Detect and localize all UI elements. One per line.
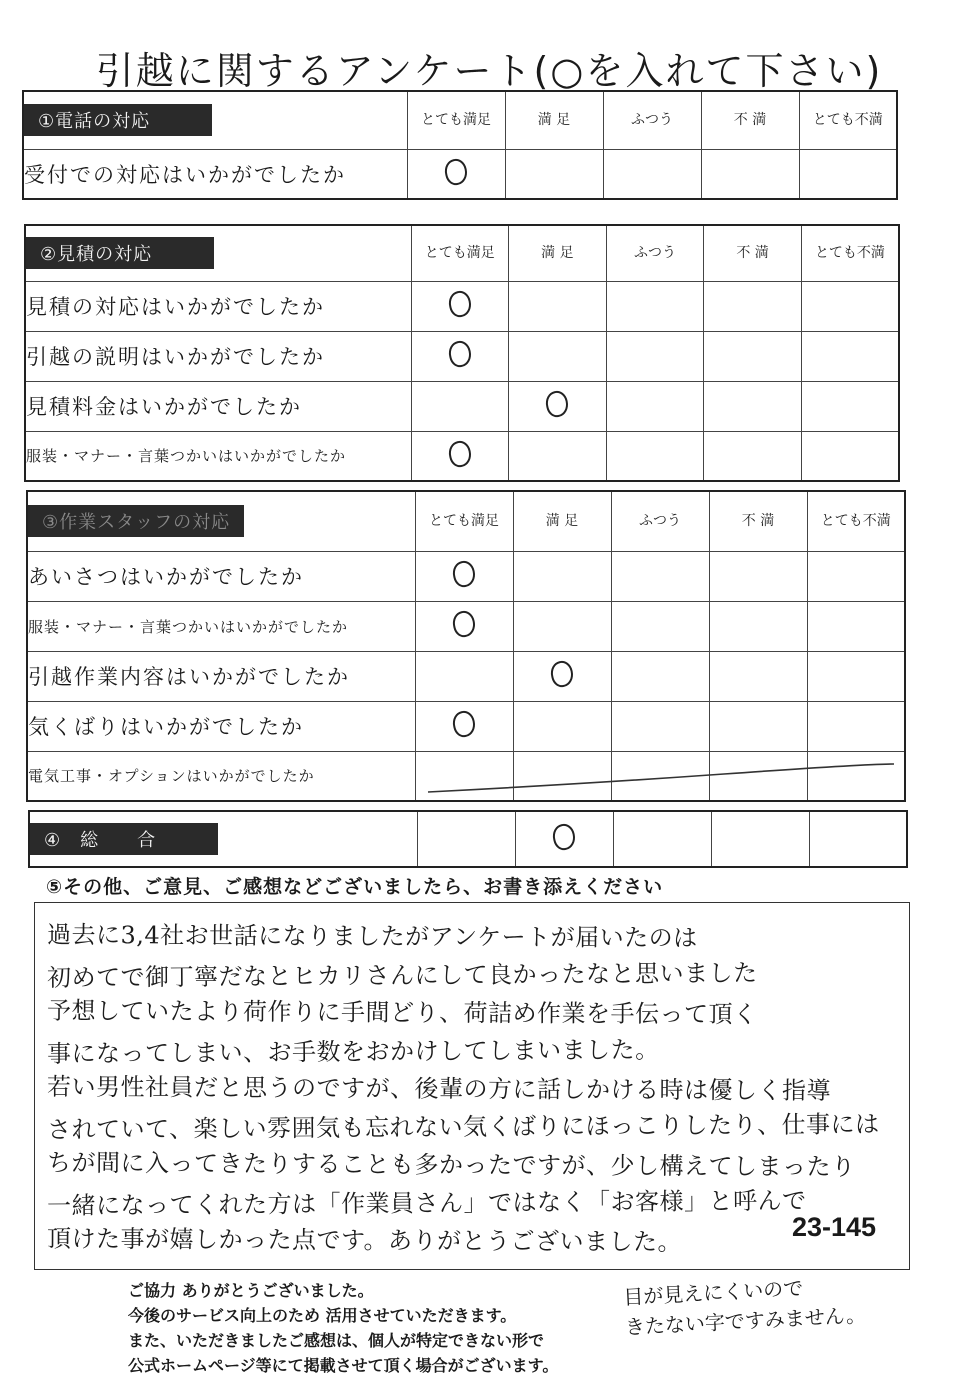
circle-mark-icon — [549, 659, 576, 689]
rating-cell[interactable] — [611, 751, 709, 801]
question-row — [27, 751, 905, 801]
question-label: 服装・マナー・言葉つかいはいかがでしたか — [25, 431, 411, 481]
question-row — [27, 601, 905, 651]
rating-cell[interactable] — [415, 651, 513, 701]
rating-header: ふつう — [603, 91, 701, 149]
rating-cell[interactable] — [613, 811, 711, 867]
rating-cell[interactable] — [801, 381, 899, 431]
question-label: 服装・マナー・言葉つかいはいかがでしたか — [27, 601, 415, 651]
comment-line: 予想していたより荷作りに手間どり、荷詰め作業を手伝って頂く — [46, 996, 758, 1029]
rating-cell[interactable] — [807, 651, 905, 701]
question-label: 見積料金はいかがでしたか — [25, 381, 411, 431]
rating-cell[interactable] — [606, 431, 704, 481]
footer-thanks — [128, 1278, 558, 1378]
rating-cell[interactable] — [415, 701, 513, 751]
rating-header: とても満足 — [415, 491, 513, 551]
rating-cell[interactable] — [411, 331, 509, 381]
rating-cell[interactable] — [411, 431, 509, 481]
rating-cell[interactable] — [505, 149, 603, 199]
rating-cell[interactable] — [513, 651, 611, 701]
circle-mark-icon — [451, 709, 478, 739]
rating-header: 満 足 — [505, 91, 603, 149]
section-heading: ③作業スタッフの対応 — [27, 491, 415, 551]
rating-cell[interactable] — [415, 551, 513, 601]
rating-cell[interactable] — [709, 701, 807, 751]
circle-mark-icon — [446, 339, 473, 369]
rating-cell[interactable] — [709, 601, 807, 651]
rating-cell[interactable] — [415, 751, 513, 801]
survey-code: 23-145 — [792, 1212, 877, 1242]
question-label: 見積の対応はいかがでしたか — [25, 281, 411, 331]
side-note-line: 目が見えにくいので — [622, 1275, 804, 1310]
comments-box[interactable] — [34, 902, 910, 1270]
question-label: 受付での対応はいかがでしたか — [23, 149, 407, 199]
rating-cell[interactable] — [515, 811, 613, 867]
rating-header: ふつう — [611, 491, 709, 551]
rating-cell[interactable] — [801, 431, 899, 481]
rating-cell[interactable] — [411, 281, 509, 331]
handwritten-side-note — [623, 1270, 867, 1343]
comments-label: ⑤その他、ご意見、ご感想などございましたら、お書き添えください — [46, 876, 664, 898]
rating-header: とても満足 — [407, 91, 505, 149]
rating-header: 不 満 — [701, 91, 799, 149]
section-heading: ②見積の対応 — [25, 225, 411, 281]
staff-response-section — [26, 490, 906, 802]
rating-cell[interactable] — [513, 701, 611, 751]
rating-cell[interactable] — [606, 331, 704, 381]
rating-cell[interactable] — [509, 381, 607, 431]
footer-line: 今後のサービス向上のため 活用させていただきます。 — [128, 1306, 517, 1325]
rating-cell[interactable] — [603, 149, 701, 199]
comment-line: 過去に3,4社お世話になりましたがアンケートが届いたのは — [46, 920, 698, 953]
rating-cell[interactable] — [807, 701, 905, 751]
rating-header: 満 足 — [513, 491, 611, 551]
rating-cell[interactable] — [407, 149, 505, 199]
rating-header: 満 足 — [509, 225, 607, 281]
comment-line: 頂けた事が嬉しかった点です。ありがとうございました。 — [46, 1224, 683, 1257]
rating-cell[interactable] — [509, 431, 607, 481]
rating-cell[interactable] — [807, 751, 905, 801]
rating-cell[interactable] — [611, 551, 709, 601]
rating-cell[interactable] — [709, 651, 807, 701]
question-row — [25, 381, 899, 431]
rating-cell[interactable] — [704, 331, 802, 381]
question-label: 引越作業内容はいかがでしたか — [27, 651, 415, 701]
comment-line: 一緒になってくれた方は「作業員さん」ではなく「お客様」と呼んで — [46, 1186, 807, 1220]
rating-header: 不 満 — [709, 491, 807, 551]
rating-cell[interactable] — [704, 281, 802, 331]
circle-mark-icon — [551, 822, 578, 852]
question-row — [25, 431, 899, 481]
rating-header: とても不満 — [801, 225, 899, 281]
circle-mark-icon — [446, 289, 473, 319]
comment-line: ちが間に入ってきたりすることも多かったですが、少し構えてしまったり — [46, 1148, 856, 1182]
phone-response-section — [22, 90, 898, 200]
question-label: 気くばりはいかがでしたか — [27, 701, 415, 751]
rating-cell[interactable] — [606, 281, 704, 331]
rating-header: 不 満 — [704, 225, 802, 281]
rating-cell[interactable] — [513, 601, 611, 651]
question-row — [27, 551, 905, 601]
rating-cell[interactable] — [415, 601, 513, 651]
circle-mark-icon — [451, 559, 478, 589]
estimate-response-section — [24, 224, 900, 482]
rating-cell[interactable] — [709, 751, 807, 801]
circle-mark-icon — [443, 157, 470, 187]
question-row — [25, 281, 899, 331]
rating-cell[interactable] — [711, 811, 809, 867]
rating-cell[interactable] — [611, 651, 709, 701]
rating-cell[interactable] — [509, 281, 607, 331]
question-label: 電気工事・オプションはいかがでしたか — [27, 751, 415, 801]
footer-line: 公式ホームページ等にて掲載させて頂く場合がございます。 — [128, 1356, 559, 1375]
comment-line: 事になってしまい、お手数をおかけしてしまいました。 — [46, 1035, 660, 1068]
question-row — [23, 149, 897, 199]
side-note-line: きたない字ですみません。 — [624, 1302, 867, 1340]
rating-cell[interactable] — [704, 431, 802, 481]
rating-cell[interactable] — [809, 811, 907, 867]
rating-cell[interactable] — [513, 751, 611, 801]
rating-header: とても不満 — [807, 491, 905, 551]
rating-cell[interactable] — [611, 701, 709, 751]
comment-line: されていて、楽しい雰囲気も忘れない気くばりにほっこりしたり、仕事には — [46, 1110, 880, 1144]
rating-cell[interactable] — [799, 149, 897, 199]
survey-title: 引越に関するアンケート(○を入れて下さい) — [95, 49, 883, 93]
rating-cell[interactable] — [606, 381, 704, 431]
comment-line: 初めてで御丁寧だなとヒカリさんにして良かったなと思いました — [46, 959, 758, 992]
circle-mark-icon — [451, 609, 478, 639]
rating-cell[interactable] — [704, 381, 802, 431]
rating-cell[interactable] — [417, 811, 515, 867]
question-row — [27, 651, 905, 701]
rating-header: とても不満 — [799, 91, 897, 149]
rating-cell[interactable] — [807, 551, 905, 601]
rating-cell[interactable] — [801, 331, 899, 381]
section-heading: ①電話の対応 — [23, 91, 407, 149]
rating-cell[interactable] — [411, 381, 509, 431]
rating-cell[interactable] — [513, 551, 611, 601]
rating-cell[interactable] — [801, 281, 899, 331]
footer-line: また、いただきましたご感想は、個人が特定できない形で — [128, 1331, 545, 1350]
question-label: 引越の説明はいかがでしたか — [25, 331, 411, 381]
rating-header: とても満足 — [411, 225, 509, 281]
question-label: あいさつはいかがでしたか — [27, 551, 415, 601]
question-row — [25, 331, 899, 381]
rating-cell[interactable] — [807, 601, 905, 651]
rating-cell[interactable] — [509, 331, 607, 381]
rating-cell[interactable] — [611, 601, 709, 651]
circle-mark-icon — [544, 389, 571, 419]
overall-section — [28, 810, 908, 868]
question-row — [27, 701, 905, 751]
section-heading: ④ 総 合 — [29, 811, 417, 867]
circle-mark-icon — [446, 439, 473, 469]
rating-cell[interactable] — [709, 551, 807, 601]
footer-line: ご協力 ありがとうございました。 — [128, 1281, 374, 1300]
rating-cell[interactable] — [701, 149, 799, 199]
rating-header: ふつう — [606, 225, 704, 281]
comment-line: 若い男性社員だと思うのですが、後輩の方に話しかける時は優しく指導 — [46, 1072, 832, 1105]
